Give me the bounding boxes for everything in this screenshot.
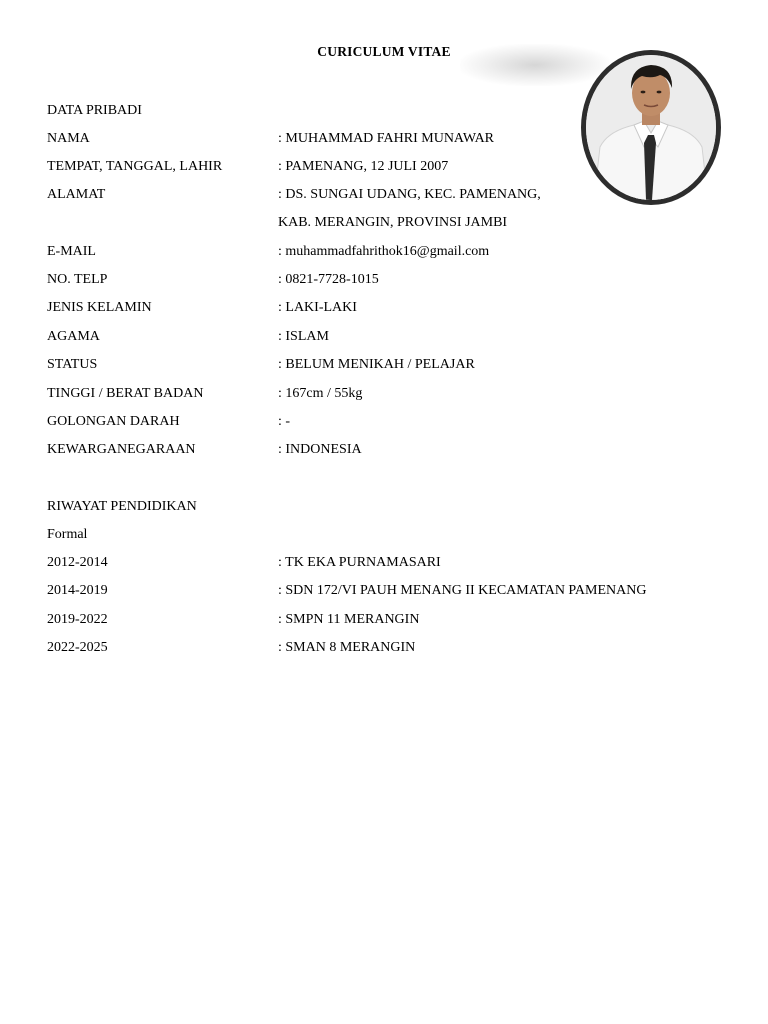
row-value: : 167cm / 55kg — [278, 386, 363, 401]
section-heading-personal: DATA PRIBADI — [47, 103, 142, 118]
row-value: : DS. SUNGAI UDANG, KEC. PAMENANG, — [278, 187, 541, 202]
blurred-watermark — [460, 44, 610, 86]
row-value: : - — [278, 414, 291, 429]
row-label: STATUS — [47, 357, 98, 372]
row-value: : ISLAM — [278, 329, 329, 344]
row-value: : SMAN 8 MERANGIN — [278, 640, 416, 655]
row-value: : BELUM MENIKAH / PELAJAR — [278, 357, 475, 372]
row-label: TEMPAT, TANGGAL, LAHIR — [47, 159, 223, 174]
row-value: : muhammadfahrithok16@gmail.com — [278, 244, 490, 259]
row-value: : LAKI-LAKI — [278, 300, 357, 315]
row-label: 2012-2014 — [47, 555, 108, 570]
row-label: E-MAIL — [47, 244, 96, 259]
row-value: KAB. MERANGIN, PROVINSI JAMBI — [278, 215, 508, 230]
page-title: CURICULUM VITAE — [317, 44, 451, 59]
row-value: : TK EKA PURNAMASARI — [278, 555, 441, 570]
row-label: TINGGI / BERAT BADAN — [47, 386, 204, 401]
row-label: 2022-2025 — [47, 640, 108, 655]
row-label: 2014-2019 — [47, 583, 108, 598]
row-value: : 0821-7728-1015 — [278, 272, 379, 287]
profile-photo — [581, 50, 721, 205]
row-label: NAMA — [47, 131, 90, 146]
section-heading-education: RIWAYAT PENDIDIKAN — [47, 499, 197, 514]
row-label: NO. TELP — [47, 272, 108, 287]
row-value: : INDONESIA — [278, 442, 362, 457]
row-value: : PAMENANG, 12 JULI 2007 — [278, 159, 449, 174]
row-value: : SDN 172/VI PAUH MENANG II KECAMATAN PAMENANG — [278, 583, 647, 598]
education-subheading: Formal — [47, 527, 88, 542]
row-label: ALAMAT — [47, 187, 106, 202]
row-label: KEWARGANEGARAAN — [47, 442, 196, 457]
profile-photo-image — [586, 55, 716, 200]
row-value: : SMPN 11 MERANGIN — [278, 612, 420, 627]
row-label: GOLONGAN DARAH — [47, 414, 180, 429]
row-label: AGAMA — [47, 329, 100, 344]
row-value: : MUHAMMAD FAHRI MUNAWAR — [278, 131, 495, 146]
row-label: 2019-2022 — [47, 612, 108, 627]
row-label: JENIS KELAMIN — [47, 300, 152, 315]
